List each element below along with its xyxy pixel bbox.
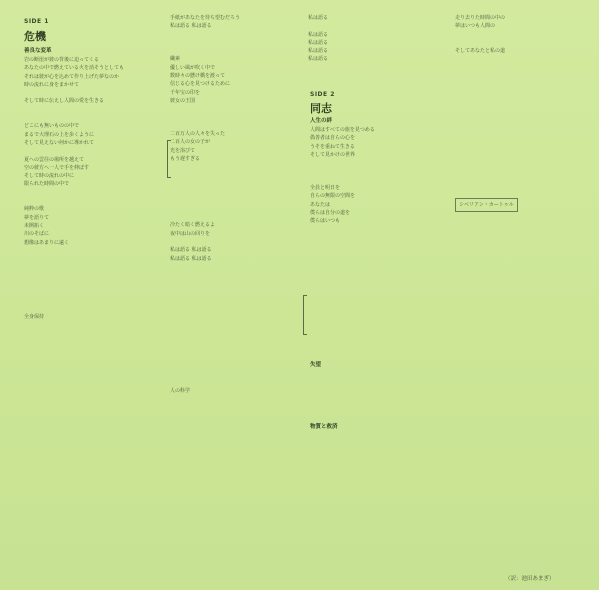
side-1-column-1: 岩の断崖が彼の背後に迫ってくる あなたの中で燃えている火を消そうとしても それは彼が心を込めて作り上げた夢なのか 時の流れに身をまかせて そして時に伝えし人間の愛を生きる どこにも無いものの中で まるで大理石の上を歩くように そして見えない何かに導かれて 夏への雲往の場所を越えて 空の彼方へ一人で手を伸ばす そして時の流れの中に 限られた時間の中で 純粋の歌 夢を語りて 未開拓く 川のそばに 想像はあまりに遠く 全身保持 bbox=[24, 57, 125, 321]
bracket bbox=[303, 295, 307, 335]
side-2-song-2-title: 失望 bbox=[310, 362, 322, 368]
side-2-song-title: 人生の絆 bbox=[310, 118, 333, 124]
side-1-column-3: 私は語る 私は語る 私は語る 私は語る 私は語る bbox=[308, 15, 329, 63]
side-2-song-3-title: 物質と救済 bbox=[310, 424, 338, 430]
bracket bbox=[167, 140, 171, 178]
side-2-label: SIDE 2 bbox=[310, 91, 335, 98]
side-2-right-column: 走り去りた時間の中の 夢はいつも人間の そしてあなたと私の道 bbox=[455, 15, 506, 55]
side-1-title: 危機 bbox=[24, 30, 46, 43]
side-1-song-title: 善良な変革 bbox=[24, 48, 52, 54]
translator-credit: （訳：池田あまぎ） bbox=[505, 576, 555, 582]
credit-box: シベリアン・カートゥル bbox=[455, 198, 518, 212]
side-1-label: SIDE 1 bbox=[24, 18, 49, 25]
side-2-title: 同志 bbox=[310, 102, 332, 115]
side-2-column: 人間はすべての旅を見つめる 偽善者は自らの心を うそを重ねて生きる そして見かけの世界 全員と明日を 自らの無限の空間を あなたは 僕らは自分の道を 僕らはいつも bbox=[310, 127, 375, 225]
side-1-column-2: 手紙があなたを待ち望むだろう 私は語る 私は語る 繊素 優しい風が吹く中で 数時々の懸け橋を渡って 信じる心を見つけるために 千年宝の印を 彼女の王国 二百万人の人々を失った 二百人の女の子が 光を浴びて もう遅すぎる 冷たく暗く燃えるよ 夜中は山の回りを 私は語る 私は語る 私は語る 私は語る 人の科学 bbox=[170, 15, 241, 395]
